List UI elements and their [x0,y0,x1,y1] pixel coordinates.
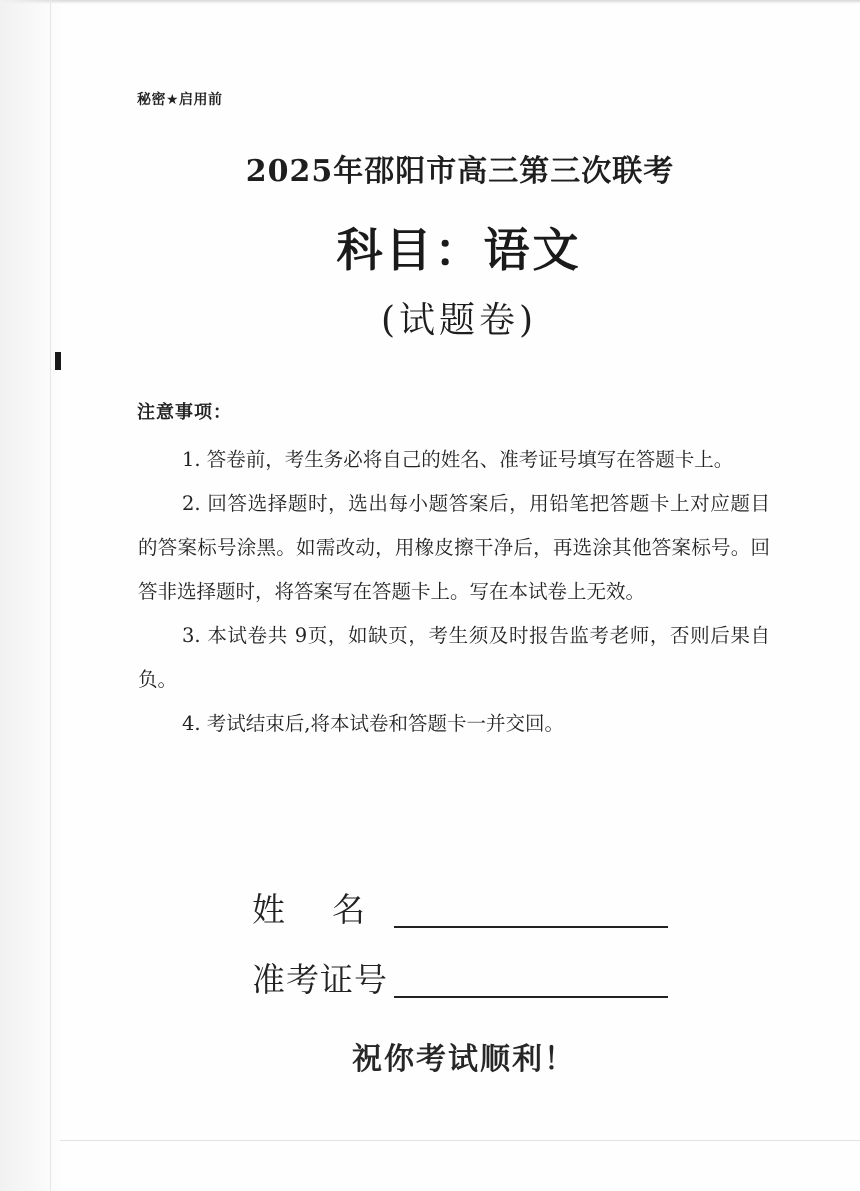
exam-title: 2025年邵阳市高三第三次联考 [245,154,675,189]
subject-title: 科目：语文 [336,223,582,277]
notice-item: 3. 本试卷共 9页，如缺页，考生须及时报告监考老师，否则后果自负。 [138,624,770,691]
name-field-label: 姓 名 [252,890,366,929]
notice-list [138,438,770,746]
paper-type-label: (试题卷) [380,300,538,341]
binding-mark [55,352,61,370]
name-field-line[interactable] [394,926,668,928]
notice-item: 2. 回答选择题时，选出每小题答案后，用铅笔把答题卡上对应题目的答案标号涂黑。如需改动，用橡皮擦干净后，再选涂其他答案标号。回答非选择题时，将答案写在答题卡上。写在本试卷上无效。 [138,492,770,603]
confidential-label: 秘密★启用前 [137,92,223,108]
notice-item: 1. 答卷前，考生务必将自己的姓名、准考证号填写在答题卡上。 [182,448,734,471]
notice-item: 4. 考试结束后,将本试卷和答题卡一并交回。 [182,712,565,735]
scan-bottom-line [60,1140,860,1141]
exam-number-field-label: 准考证号 [252,960,388,999]
notice-heading: 注意事项： [137,402,232,423]
scan-top-edge [0,0,860,4]
exam-number-field-line[interactable] [394,996,668,998]
good-luck-message: 祝你考试顺利！ [352,1042,576,1077]
